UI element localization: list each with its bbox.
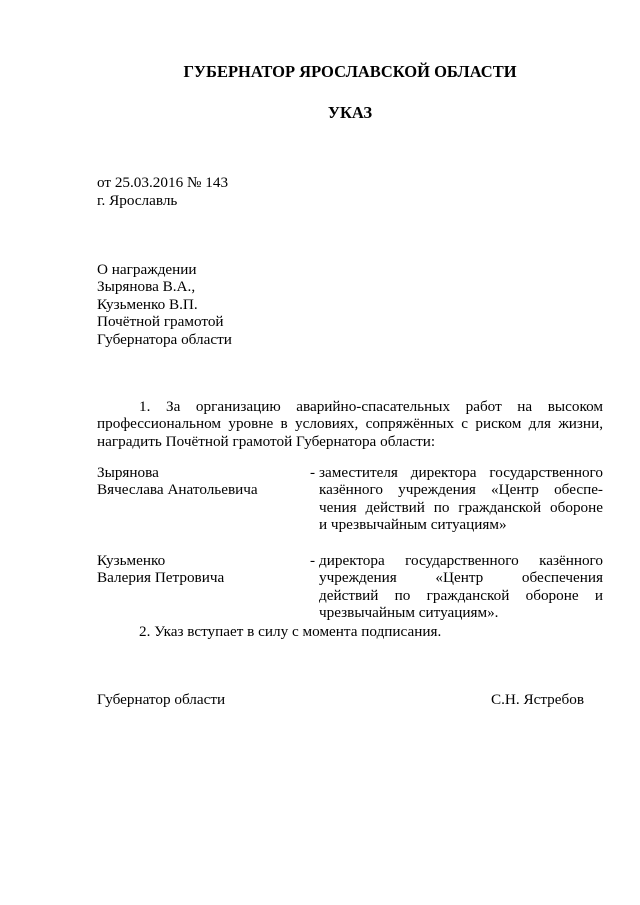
awardee-position-line: действий по гражданской обороне и xyxy=(319,586,603,604)
awardee-position-line: казённого учреждения «Центр обеспе- xyxy=(319,481,603,499)
awardee-position xyxy=(319,464,603,534)
awardee-position-line: чрезвычайным ситуациям». xyxy=(319,604,499,622)
subject-line: Кузьменко В.П. xyxy=(97,295,198,313)
subject-line: Почётной грамотой xyxy=(97,313,224,331)
document-subject xyxy=(97,261,232,348)
document-type-heading: УКАЗ xyxy=(327,103,373,122)
subject-line: Губернатора области xyxy=(97,330,232,348)
signature-name: С.Н. Ястребов xyxy=(491,691,585,708)
paragraph-1-line: профессиональном уровне в условиях, сопряжённых с риском для жизни, xyxy=(97,415,603,433)
paragraph-2: 2. Указ вступает в силу с момента подписания. xyxy=(139,623,442,640)
document-city: г. Ярославль xyxy=(97,192,178,209)
awardee-position-line: чения действий по гражданской обороне xyxy=(319,498,603,516)
awardee-position-line: директора государственного казённого xyxy=(319,552,603,569)
document-authority-heading: ГУБЕРНАТОР ЯРОСЛАВСКОЙ ОБЛАСТИ xyxy=(183,62,517,81)
awardee-position xyxy=(319,552,603,622)
paragraph-1-line: 1. За организацию аварийно-спасательных работ на высоком xyxy=(139,398,603,415)
awardee-given-names: Вячеслава Анатольевича xyxy=(97,481,258,499)
awardee-dash: - xyxy=(310,464,316,481)
document-dateline: от 25.03.2016 № 143 xyxy=(97,174,229,191)
paragraph-1 xyxy=(97,398,603,450)
subject-line: Зырянова В.А., xyxy=(97,278,196,296)
awardee-position-line: заместителя директора государственного xyxy=(319,464,603,481)
signature-title: Губернатор области xyxy=(97,691,226,708)
awardee-position-line: и чрезвычайным ситуациям» xyxy=(319,516,507,534)
awardee-surname: Зырянова xyxy=(97,464,159,481)
paragraph-1-line: наградить Почётной грамотой Губернатора области: xyxy=(97,432,436,450)
awardee-name xyxy=(97,552,224,587)
awardee-surname: Кузьменко xyxy=(97,552,166,569)
awardee-name xyxy=(97,464,258,499)
awardee-position-line: учреждения «Центр обеспечения xyxy=(319,569,603,587)
awardee-dash: - xyxy=(310,552,316,569)
awardee-given-names: Валерия Петровича xyxy=(97,569,225,587)
subject-line: О награждении xyxy=(97,261,197,278)
